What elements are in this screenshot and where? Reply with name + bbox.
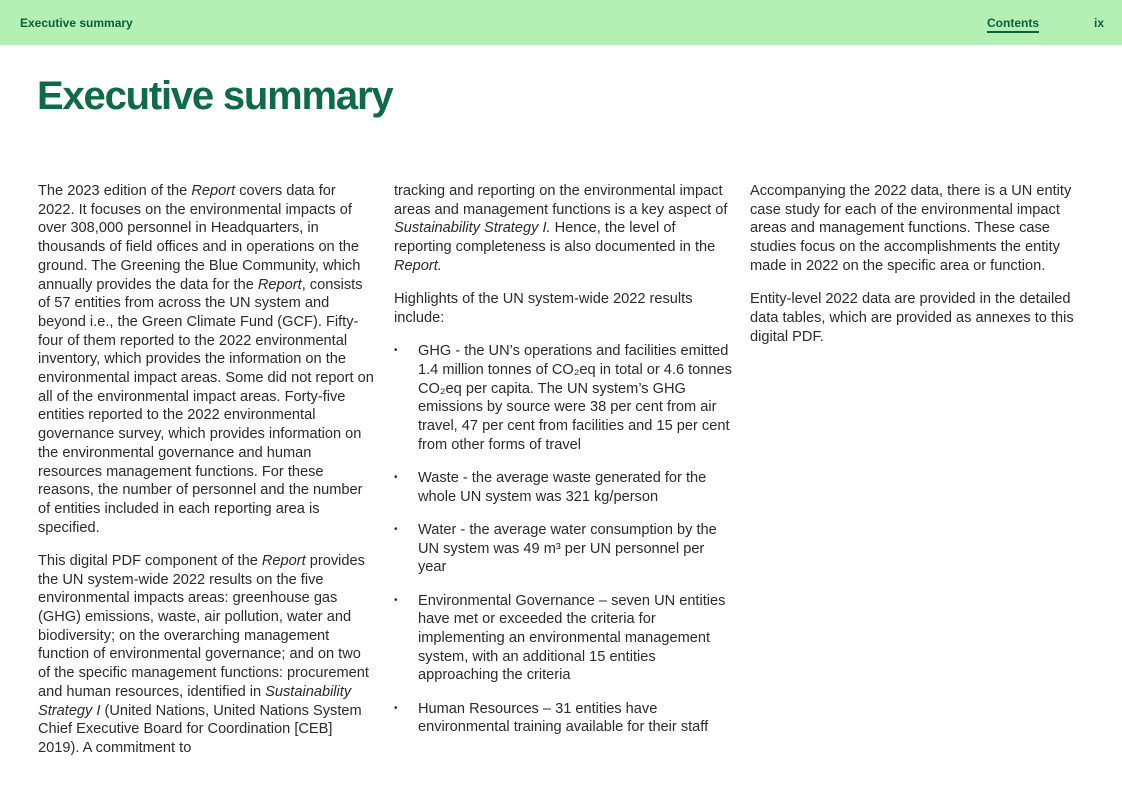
text-column-1 — [38, 182, 376, 772]
header-bar — [0, 0, 1122, 45]
page-title: Executive summary — [37, 74, 393, 118]
list-item: • Waste - the average waste generated for the whole UN system was 321 kg/person — [394, 469, 707, 505]
list-item: • GHG - the UN’s operations and facilities emitted 1.4 million tonnes of CO₂eq in total or 4.6 tonnes CO₂eq per capita. The UN system’s GHG emissions by source were 38 per cent from air travel, 47 per cent from facilities and 15 per cent from other forms of travel — [394, 343, 732, 453]
bullet-icon: • — [394, 594, 398, 606]
text-column-2 — [394, 182, 734, 752]
paragraph: Accompanying the 2022 data, there is a UN entity case study for each of the environmental impact areas and management functions. These case studies focus on the accomplishments the entity made in 2022 on the specific area or function. — [750, 183, 1072, 274]
bullet-icon: • — [394, 345, 398, 357]
text-column-3 — [750, 182, 1080, 361]
paragraph: Entity-level 2022 data are provided in the detailed data tables, which are provided as annexes to this digital PDF. — [750, 291, 1074, 345]
list-item: • Water - the average water consumption by the UN system was 49 m³ per UN personnel per year — [394, 521, 717, 576]
section-label: Executive summary — [20, 16, 133, 30]
highlights-list — [394, 342, 734, 737]
paragraph: tracking and reporting on the environmental impact areas and management functions is a key aspect of Sustainability Strategy I. Hence, the level of reporting completeness is also documented in the Report. — [394, 183, 728, 274]
page-number: ix — [1094, 16, 1105, 30]
bullet-icon: • — [394, 702, 398, 714]
list-item: • Human Resources – 31 entities have environmental training available for their staff — [394, 700, 709, 736]
paragraph: Highlights of the UN system-wide 2022 results include: — [394, 291, 693, 326]
bullet-icon: • — [394, 471, 398, 483]
paragraph: This digital PDF component of the Report provides the UN system-wide 2022 results on the five environmental impacts areas: greenhouse gas (GHG) emissions, waste, air pollution, water and biodiversity; on the overarching management function of environmental governance; and on two of the specific management functions: procurement and human resources, identified in Sustainability Strategy I (United Nations, United Nations System Chief Executive Board for Coordination [CEB] 2019). A commitment to — [38, 552, 369, 756]
paragraph: The 2023 edition of the Report covers data for 2022. It focuses on the environmental impacts of over 308,000 personnel in Headquarters, in thousands of field offices and in operations on the ground. The Greening the Blue Community, which annually provides the data for the Report, consists of 57 entities from across the UN system and beyond i.e., the Green Climate Fund (GCF). Fifty-four of them reported to the 2022 environmental inventory, which provides the information on the environmental impact areas. Some did not report on all of the environmental impact areas. Forty-five entities reported to the 2022 environmental governance survey, which provides information on the environmental governance and human resources management functions. For these reasons, the number of personnel and the number of entities included in each reporting area is specified. — [38, 183, 374, 536]
list-item: • Environmental Governance – seven UN entities have met or exceeded the criteria for implementing an environmental management system, with an additional 15 entities approaching the criteria — [394, 592, 726, 684]
contents-link[interactable]: Contents — [987, 16, 1039, 33]
bullet-icon: • — [394, 523, 398, 535]
